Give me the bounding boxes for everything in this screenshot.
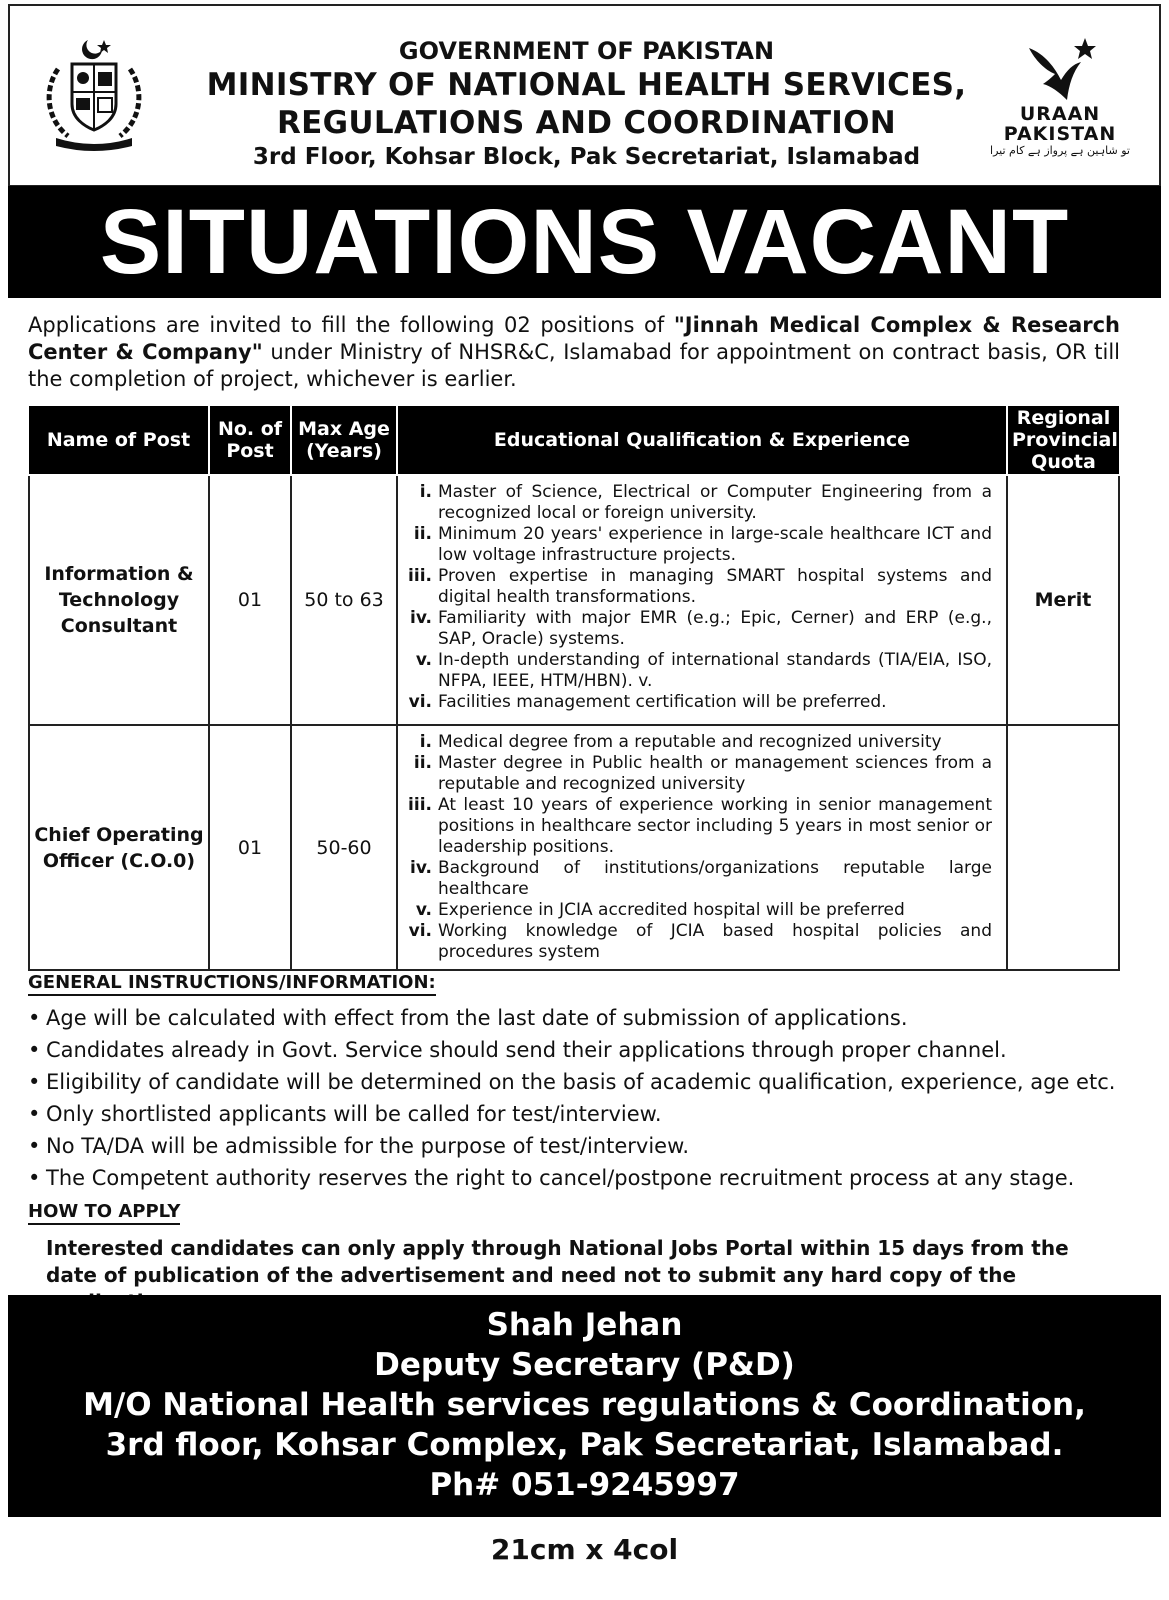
- ministry-name-line-2: REGULATIONS AND COORDINATION: [276, 105, 897, 141]
- post-count: 01: [209, 725, 291, 970]
- list-item: • Only shortlisted applicants will be called for test/interview.: [26, 1098, 1136, 1130]
- post-max-age: 50-60: [291, 725, 397, 970]
- eagle-icon: [1015, 34, 1105, 104]
- item-number: i.: [419, 732, 432, 752]
- qualification-item: [400, 692, 992, 713]
- organization-name: "Jinnah Medical Complex & Research Center & Company": [28, 313, 1120, 364]
- header-max-age: Max Age (Years): [291, 406, 397, 475]
- post-qualifications: [397, 725, 1007, 970]
- item-number: v.: [415, 900, 432, 920]
- item-number: ii.: [413, 753, 432, 773]
- ministry-address: 3rd Floor, Kohsar Block, Pak Secretariat, Islamabad: [252, 144, 921, 170]
- item-text: Experience in JCIA accredited hospital will be preferred: [438, 900, 905, 920]
- post-quota: Merit: [1007, 475, 1119, 725]
- item-number: vi.: [408, 692, 432, 712]
- item-number: v.: [415, 650, 432, 670]
- ministry-name-line-1: MINISTRY OF NATIONAL HEALTH SERVICES,: [206, 67, 967, 103]
- post-name: Information & Technology Consultant: [29, 475, 209, 725]
- item-text: Facilities management certification will be preferred.: [438, 692, 887, 712]
- qualification-item: [400, 524, 992, 566]
- intro-paragraph: [28, 312, 1120, 393]
- item-text: Medical degree from a reputable and recognized university: [438, 732, 942, 752]
- list-item: • The Competent authority reserves the right to cancel/postpone recruitment process at any stage.: [26, 1162, 1136, 1194]
- item-text: At least 10 years of experience working in senior management positions in healthcare sector including 5 years in most senior or leadership positions.: [438, 795, 992, 857]
- signatory-block: [8, 1295, 1161, 1517]
- item-text: Proven expertise in managing SMART hospital systems and digital health transformations.: [438, 566, 992, 607]
- intro-text-1: Applications are invited to fill the following 02 positions of: [28, 313, 674, 337]
- signatory-ministry: M/O National Health services regulations & Coordination,: [83, 1387, 1086, 1423]
- ad-size-label: 21cm x 4col: [490, 1533, 679, 1566]
- item-text: Working knowledge of JCIA based hospital policies and procedures system: [438, 921, 992, 962]
- item-number: iii.: [408, 566, 432, 586]
- item-text: Background of institutions/organizations reputable large healthcare: [438, 858, 992, 899]
- qualification-item: [400, 858, 992, 900]
- post-name: Chief Operating Officer (C.O.0): [29, 725, 209, 970]
- logo-text-uraan: URAAN: [1019, 103, 1101, 125]
- intro-text-2: under Ministry of NHSR&C, Islamabad for appointment on contract basis, OR till the completion of project, whichever is earlier.: [28, 340, 1120, 391]
- table-row: [29, 725, 1119, 970]
- post-max-age: 50 to 63: [291, 475, 397, 725]
- situations-vacant-banner: SITUATIONS VACANT: [8, 186, 1161, 298]
- general-instructions-title: GENERAL INSTRUCTIONS/INFORMATION:: [28, 972, 436, 996]
- post-quota: [1007, 725, 1119, 970]
- item-number: i.: [419, 482, 432, 502]
- uraan-pakistan-logo: [985, 34, 1135, 166]
- how-to-apply-title: HOW TO APPLY: [28, 1201, 180, 1225]
- qualification-item: [400, 482, 992, 524]
- header-qualification: Educational Qualification & Experience: [397, 406, 1007, 475]
- signatory-designation: Deputy Secretary (P&D): [374, 1347, 795, 1383]
- list-item: • Age will be calculated with effect from the last date of submission of applications.: [26, 1002, 1136, 1034]
- item-text: In-depth understanding of international standards (TIA/EIA, ISO, NFPA, IEEE, HTM/HBN). v.: [438, 650, 992, 691]
- header-no-of-post: No. of Post: [209, 406, 291, 475]
- logo-tagline: تو شاہین ہے پرواز ہے کام تیرا: [990, 144, 1130, 157]
- qualification-item: [400, 608, 992, 650]
- item-text: Familiarity with major EMR (e.g.; Epic, Cerner) and ERP (e.g., SAP, Oracle) systems.: [438, 608, 992, 649]
- qualification-item: [400, 900, 992, 921]
- header-quota: Regional Provincial Quota: [1007, 406, 1119, 475]
- signatory-phone: Ph# 051-9245997: [429, 1467, 740, 1503]
- how-to-apply-text: Interested candidates can only apply through National Jobs Portal within 15 days from the date of publication of the advertisement and need not to submit any hard copy of the: [46, 1236, 1069, 1287]
- qualification-item: [400, 795, 992, 858]
- signatory-name: Shah Jehan: [486, 1307, 683, 1343]
- header-name-of-post: Name of Post: [29, 406, 209, 475]
- ministry-heading: [170, 36, 1003, 172]
- item-text: Minimum 20 years' experience in large-scale healthcare ICT and low voltage infrastructure projects.: [438, 524, 992, 565]
- item-number: vi.: [408, 921, 432, 941]
- item-number: iv.: [410, 858, 432, 878]
- table-row: [29, 475, 1119, 725]
- qualification-item: [400, 732, 992, 753]
- item-number: iv.: [410, 608, 432, 628]
- item-text: Master of Science, Electrical or Computer Engineering from a recognized local or foreign university.: [438, 482, 992, 523]
- list-item: • No TA/DA will be admissible for the purpose of test/interview.: [26, 1130, 1136, 1162]
- list-item: • Eligibility of candidate will be determined on the basis of academic qualification, experience, age etc.: [26, 1066, 1136, 1098]
- logo-text-pakistan: PAKISTAN: [1003, 123, 1117, 145]
- government-title: GOVERNMENT OF PAKISTAN: [398, 37, 775, 65]
- ad-header: [8, 4, 1161, 187]
- positions-table: [28, 406, 1120, 971]
- qualification-item: [400, 566, 992, 608]
- item-number: iii.: [408, 795, 432, 815]
- signatory-address: 3rd floor, Kohsar Complex, Pak Secretariat, Islamabad.: [105, 1427, 1064, 1463]
- post-qualifications: [397, 475, 1007, 725]
- item-text: Master degree in Public health or management sciences from a reputable and recognized university: [438, 753, 992, 794]
- post-count: 01: [209, 475, 291, 725]
- item-number: ii.: [413, 524, 432, 544]
- qualification-item: [400, 650, 992, 692]
- state-emblem-icon: [38, 34, 150, 152]
- qualification-item: [400, 753, 992, 795]
- table-header-row: [29, 406, 1119, 475]
- general-instructions-list: [26, 1002, 1136, 1194]
- list-item: • Candidates already in Govt. Service should send their applications through proper channel.: [26, 1034, 1136, 1066]
- qualification-item: [400, 921, 992, 963]
